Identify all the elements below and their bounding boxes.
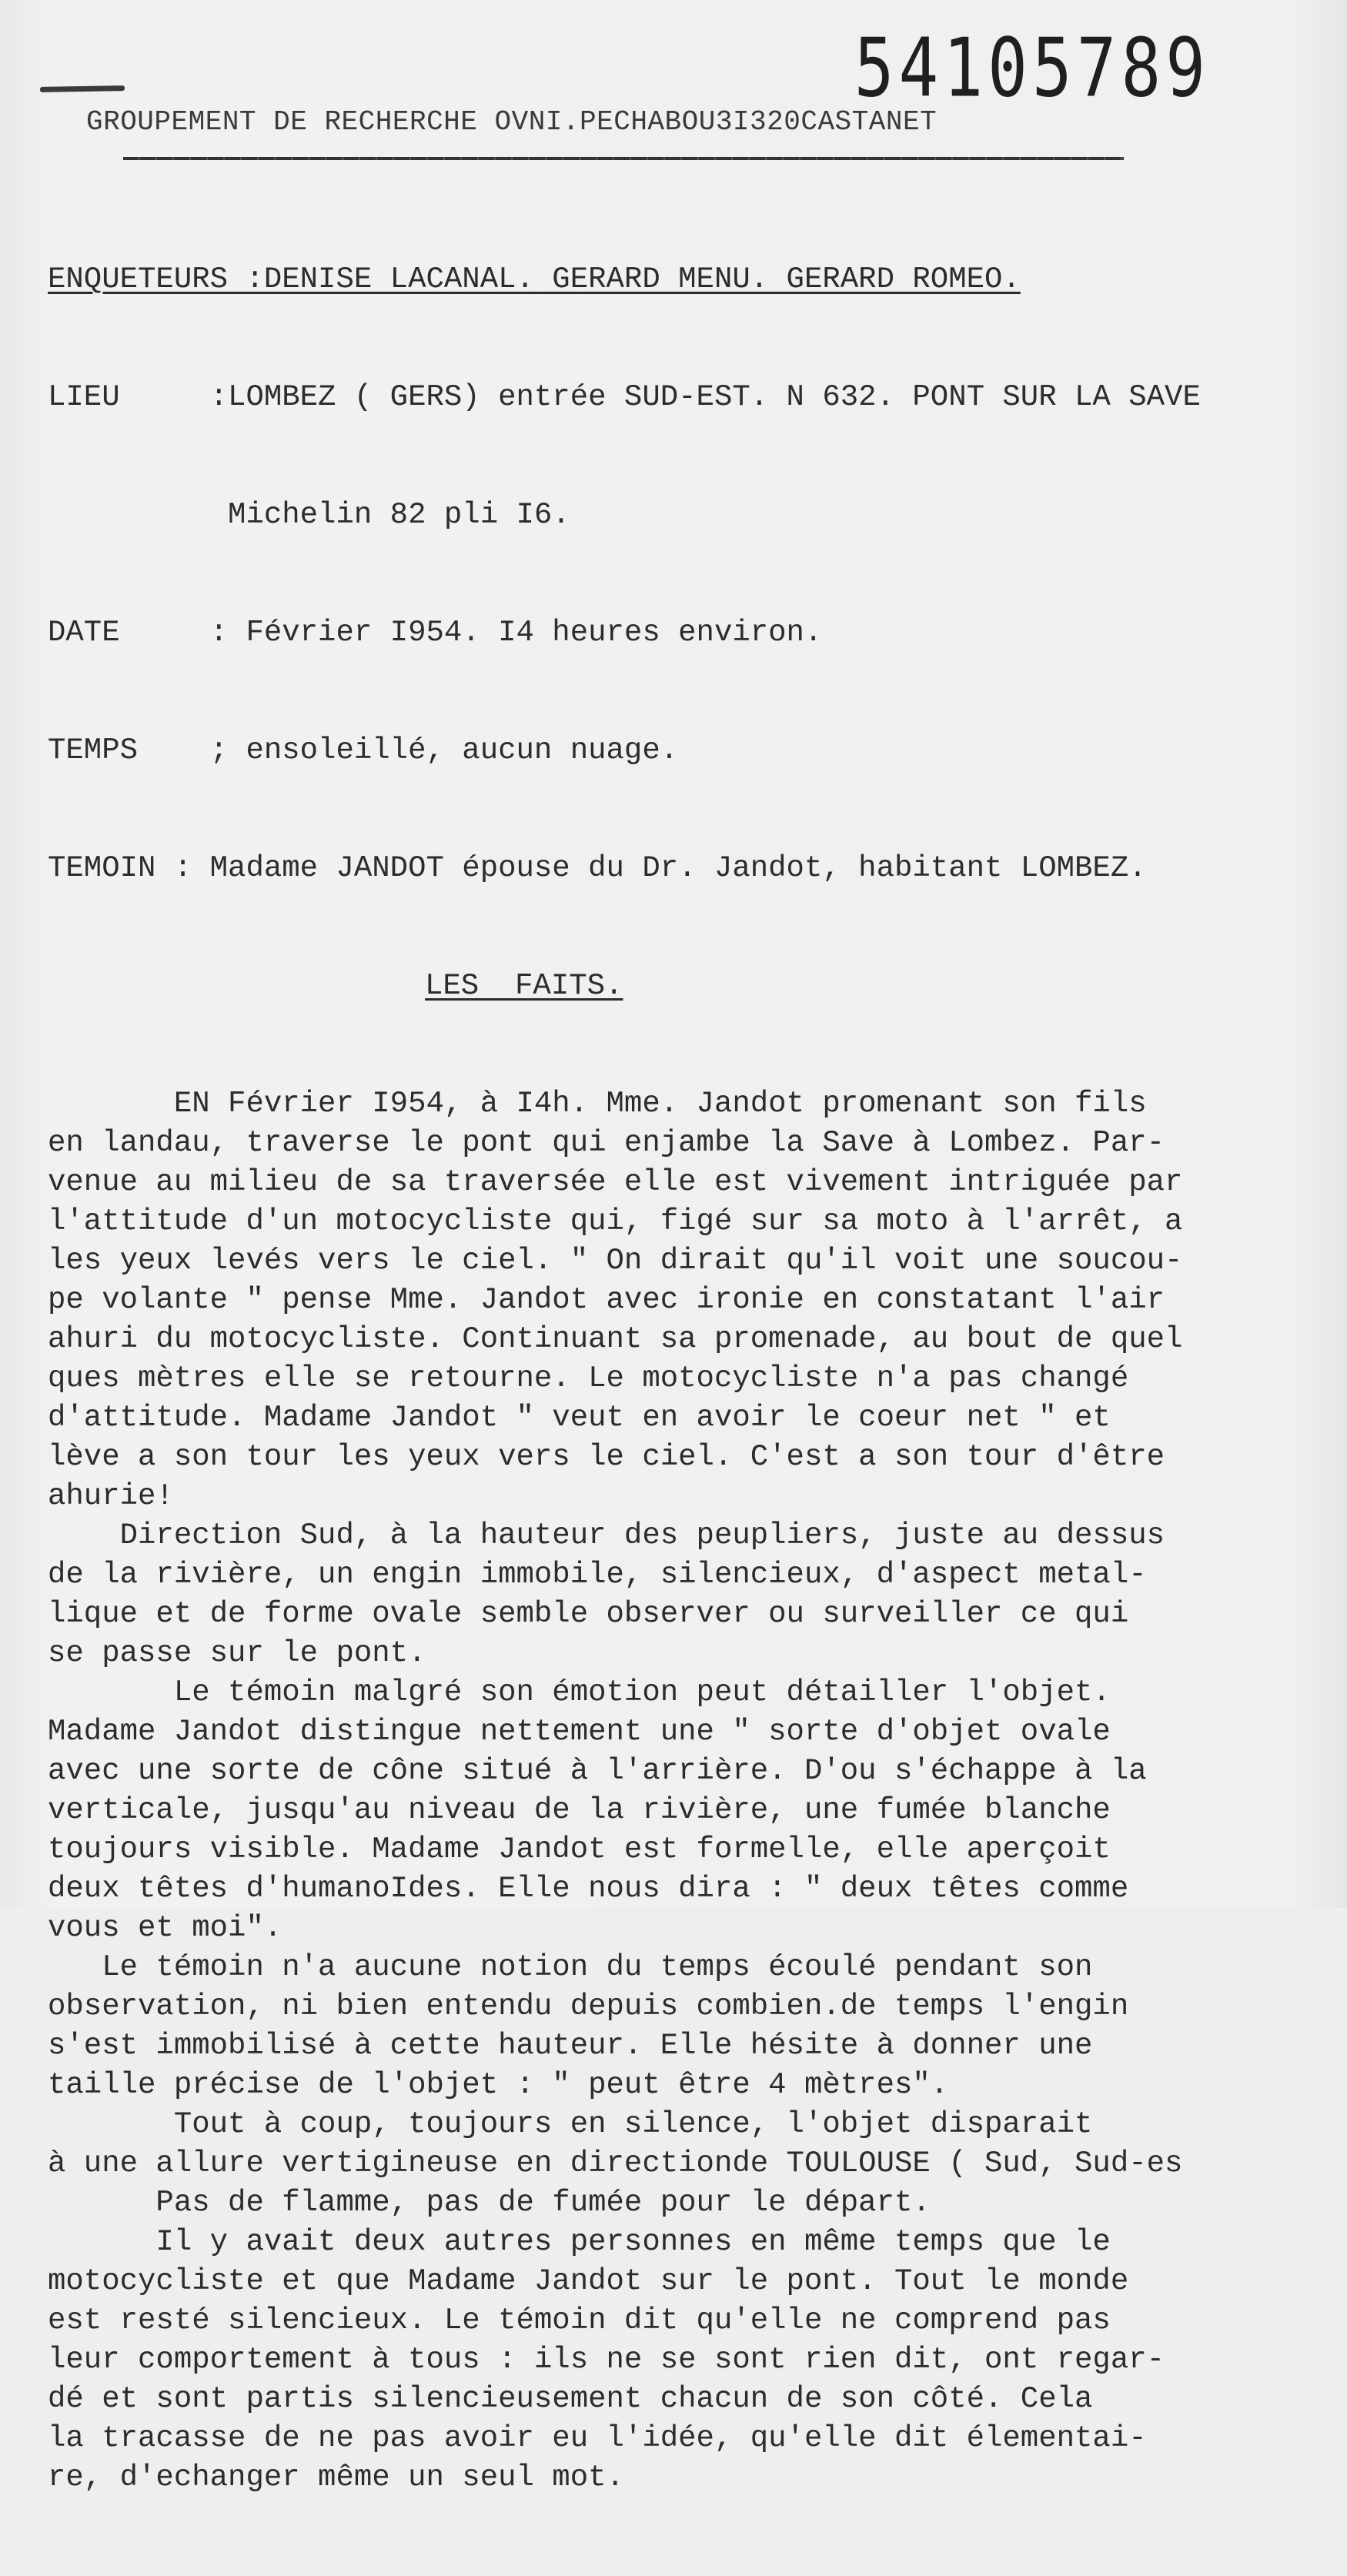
text-line: toujours visible. Madame Jandot est formelle, elle aperçoit <box>48 1833 1111 1866</box>
header-rule <box>123 157 1124 160</box>
text-line: lique et de forme ovale semble observer ou surveiller ce qui <box>48 1597 1129 1631</box>
text-line: Pas de flamme, pas de fumée pour le départ. <box>48 2186 931 2220</box>
text-line: ahuri du motocycliste. Continuant sa promenade, au bout de quel <box>48 1322 1183 1356</box>
field-temps: TEMPS ; ensoleillé, aucun nuage. <box>48 733 679 767</box>
text-line: Le témoin malgré son émotion peut détailler l'objet. <box>48 1676 1111 1709</box>
field-temoin: TEMOIN : Madame JANDOT épouse du Dr. Jandot, habitant LOMBEZ. <box>48 851 1147 885</box>
margin-mark <box>40 85 125 92</box>
organization-header: GROUPEMENT DE RECHERCHE OVNI.PECHABOU3I320CASTANET <box>86 106 938 138</box>
text-line: pe volante " pense Mme. Jandot avec ironie en constatant l'air <box>48 1283 1165 1317</box>
text-line: observation, ni bien entendu depuis combien.de temps l'engin <box>48 1990 1129 2023</box>
document-body <box>48 182 1310 2576</box>
text-line: l'attitude d'un motocycliste qui, figé sur sa moto à l'arrêt, a <box>48 1204 1183 1238</box>
text-line: ques mètres elle se retourne. Le motocycliste n'a pas changé <box>48 1362 1129 1395</box>
text-line: verticale, jusqu'au niveau de la rivière, une fumée blanche <box>48 1793 1111 1827</box>
text-line: taille précise de l'objet : " peut être 4 mètres". <box>48 2068 949 2102</box>
text-line: d'attitude. Madame Jandot " veut en avoir le coeur net " et <box>48 1401 1111 1435</box>
text-line: de la rivière, un engin immobile, silencieux, d'aspect metal- <box>48 1558 1147 1592</box>
text-line: Direction Sud, à la hauteur des peupliers, juste au dessus <box>48 1519 1165 1552</box>
narrative-text <box>48 1084 1310 2497</box>
text-line: avec une sorte de cône situé à l'arrière. D'ou s'échappe à la <box>48 1754 1147 1788</box>
text-line: dé et sont partis silencieusement chacun de son côté. Cela <box>48 2382 1093 2416</box>
text-line: lève a son tour les yeux vers le ciel. C'est a son tour d'être <box>48 1440 1165 1474</box>
document-number: 54105789 <box>854 22 1210 115</box>
text-line: re, d'echanger même un seul mot. <box>48 2461 624 2494</box>
text-line: s'est immobilisé à cette hauteur. Elle hésite à donner une <box>48 2029 1093 2063</box>
text-line: leur comportement à tous : ils ne se sont rien dit, ont regar- <box>48 2343 1165 2377</box>
text-line: se passe sur le pont. <box>48 1636 426 1670</box>
text-line: deux têtes d'humanoIdes. Elle nous dira : " deux têtes comme <box>48 1872 1129 1906</box>
text-line: vous et moi". <box>48 1911 282 1945</box>
text-line: Tout à coup, toujours en silence, l'objet disparait <box>48 2107 1093 2141</box>
text-line: venue au milieu de sa traversée elle est vivement intriguée par <box>48 1165 1183 1199</box>
text-line: EN Février I954, à I4h. Mme. Jandot promenant son fils <box>48 1087 1147 1121</box>
field-lieu-continued: Michelin 82 pli I6. <box>48 498 570 532</box>
text-line: à une allure vertigineuse en directionde TOULOUSE ( Sud, Sud-es <box>48 2147 1183 2180</box>
section-title: LES FAITS. <box>425 969 623 1003</box>
field-lieu: LIEU :LOMBEZ ( GERS) entrée SUD-EST. N 632. PONT SUR LA SAVE <box>48 380 1201 414</box>
field-date: DATE : Février I954. I4 heures environ. <box>48 616 823 650</box>
text-line: ahurie! <box>48 1479 174 1513</box>
text-line: en landau, traverse le pont qui enjambe la Save à Lombez. Par- <box>48 1126 1165 1160</box>
text-line: la tracasse de ne pas avoir eu l'idée, qu'elle dit élementai- <box>48 2421 1147 2455</box>
text-line: motocycliste et que Madame Jandot sur le pont. Tout le monde <box>48 2264 1129 2298</box>
text-line: Madame Jandot distingue nettement une " sorte d'objet ovale <box>48 1715 1111 1749</box>
text-line: est resté silencieux. Le témoin dit qu'elle ne comprend pas <box>48 2304 1111 2337</box>
text-line: Le témoin n'a aucune notion du temps écoulé pendant son <box>48 1950 1093 1984</box>
text-line: Il y avait deux autres personnes en même temps que le <box>48 2225 1111 2259</box>
field-enqueteurs: ENQUETEURS :DENISE LACANAL. GERARD MENU. GERARD ROMEO. <box>48 262 1021 296</box>
text-line: les yeux levés vers le ciel. " On dirait qu'il voit une soucou- <box>48 1244 1183 1278</box>
